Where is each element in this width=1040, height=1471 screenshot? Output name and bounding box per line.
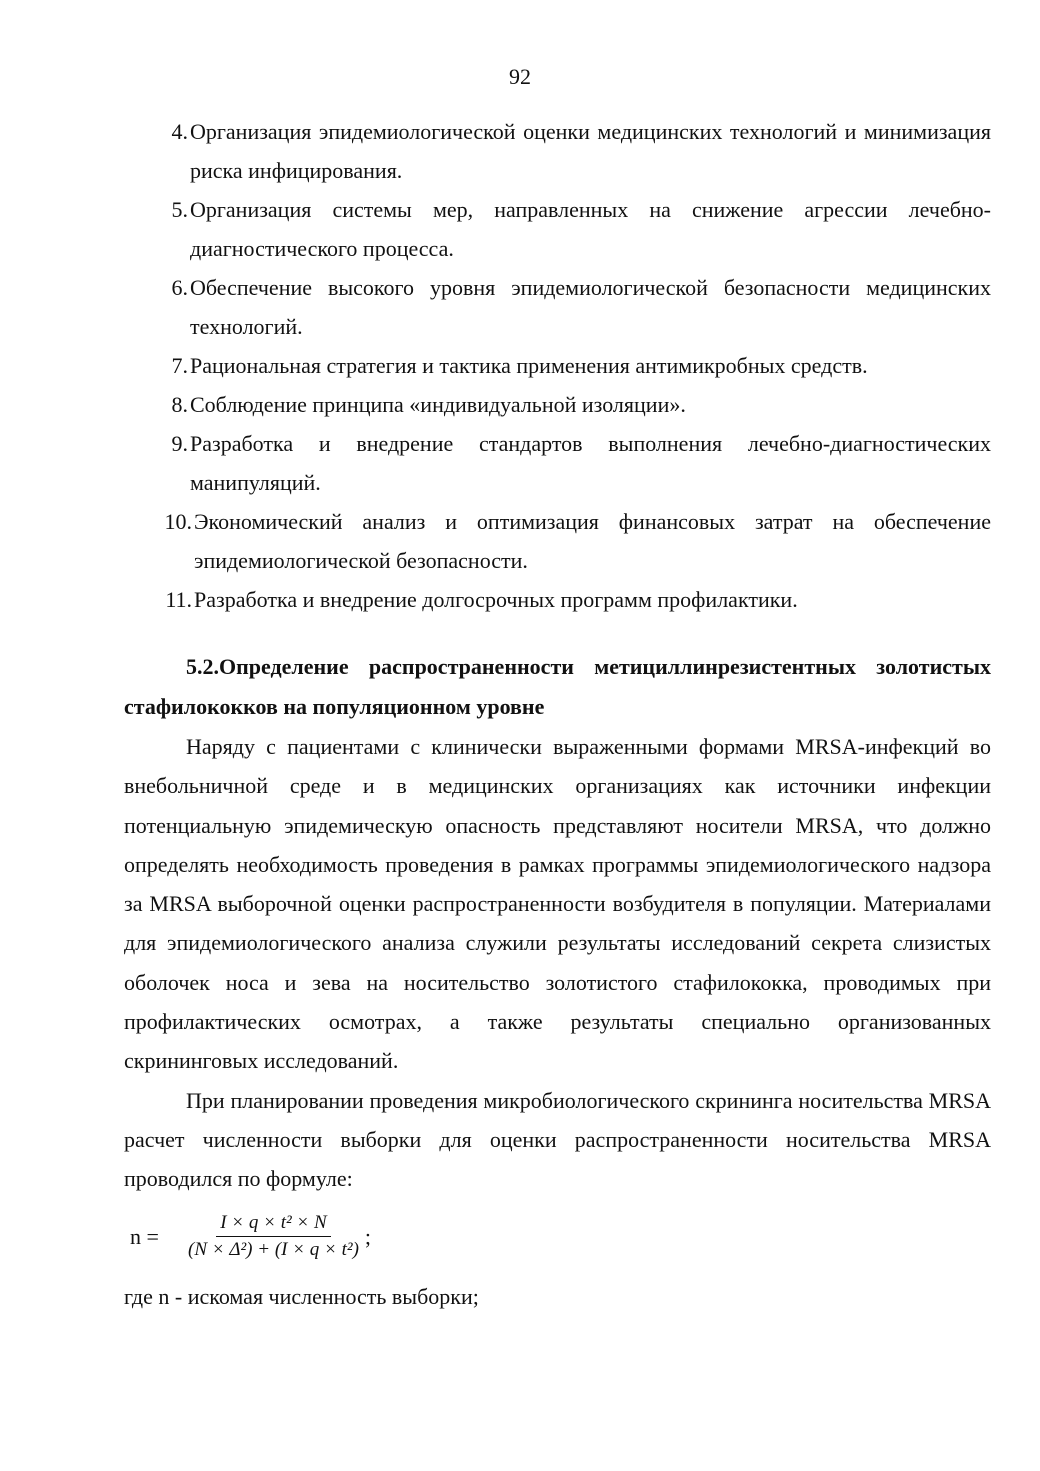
formula-suffix: ; xyxy=(364,1223,372,1249)
formula-explanation: где n - искомая численность выборки; xyxy=(124,1283,479,1309)
list-number: 6. xyxy=(171,275,188,300)
list-text: Разработка и внедрение долгосрочных программ профилактики. xyxy=(194,587,798,612)
list-item xyxy=(124,385,991,424)
body-paragraph: Наряду с пациентами с клинически выраженными формами MRSA-инфекций во внебольничной среде и в медицинских организациях как источники инфекции потенциальную эпидемическую опасность представляют носители MRSA, что должно определять необходимость проведения в рамках программы эпидемиологического надзора за MRSA выборочной оценки распространенности возбудителя в популяции. Материалами для эпидемиологического анализа служили результаты исследований секрета слизистых оболочек носа и зева на носительство золотистого стафилококка, проводимых при профилактических осмотрах, а также результаты специально организованных скрининговых исследований. xyxy=(124,734,991,1074)
page-number: 92 xyxy=(509,64,531,89)
page-body xyxy=(124,112,991,1317)
list-text: Разработка и внедрение стандартов выполнения лечебно-диагностических манипуляций. xyxy=(190,431,991,495)
list-number: 10. xyxy=(164,509,192,534)
list-item xyxy=(124,580,991,619)
formula-fraction xyxy=(188,1212,359,1261)
sample-size-formula xyxy=(124,1205,991,1269)
list-text: Рациональная стратегия и тактика применения антимикробных средств. xyxy=(190,353,868,378)
list-text: Организация эпидемиологической оценки медицинских технологий и минимизация риска инфицирования. xyxy=(190,119,991,183)
list-item xyxy=(124,424,991,502)
list-number: 5. xyxy=(171,197,188,222)
list-number: 8. xyxy=(171,392,188,417)
section-heading: 5.2.Определение распространенности метициллинрезистентных золотистых стафилококков на популяционном уровне xyxy=(124,654,991,719)
formula-lhs: n = xyxy=(130,1223,159,1249)
list-number: 7. xyxy=(171,353,188,378)
formula-numerator: I × q × t² × N xyxy=(216,1212,330,1237)
list-text: Организация системы мер, направленных на снижение агрессии лечебно-диагностического процесса. xyxy=(190,197,991,261)
list-text: Экономический анализ и оптимизация финансовых затрат на обеспечение эпидемиологической безопасности. xyxy=(194,509,991,573)
list-item xyxy=(124,502,991,580)
list-item xyxy=(124,346,991,385)
list-item xyxy=(124,190,991,268)
list-item xyxy=(124,112,991,190)
list-text: Обеспечение высокого уровня эпидемиологической безопасности медицинских технологий. xyxy=(190,275,991,339)
list-number: 4. xyxy=(171,119,188,144)
list-item xyxy=(124,268,991,346)
formula-denominator: (N × Δ²) + (I × q × t²) xyxy=(188,1239,359,1261)
list-text: Соблюдение принципа «индивидуальной изоляции». xyxy=(190,392,686,417)
list-number: 11. xyxy=(165,587,192,612)
list-number: 9. xyxy=(171,431,188,456)
body-paragraph: При планировании проведения микробиологического скрининга носительства MRSA расчет численности выборки для оценки распространенности носительства MRSA проводился по формуле: xyxy=(124,1087,991,1192)
